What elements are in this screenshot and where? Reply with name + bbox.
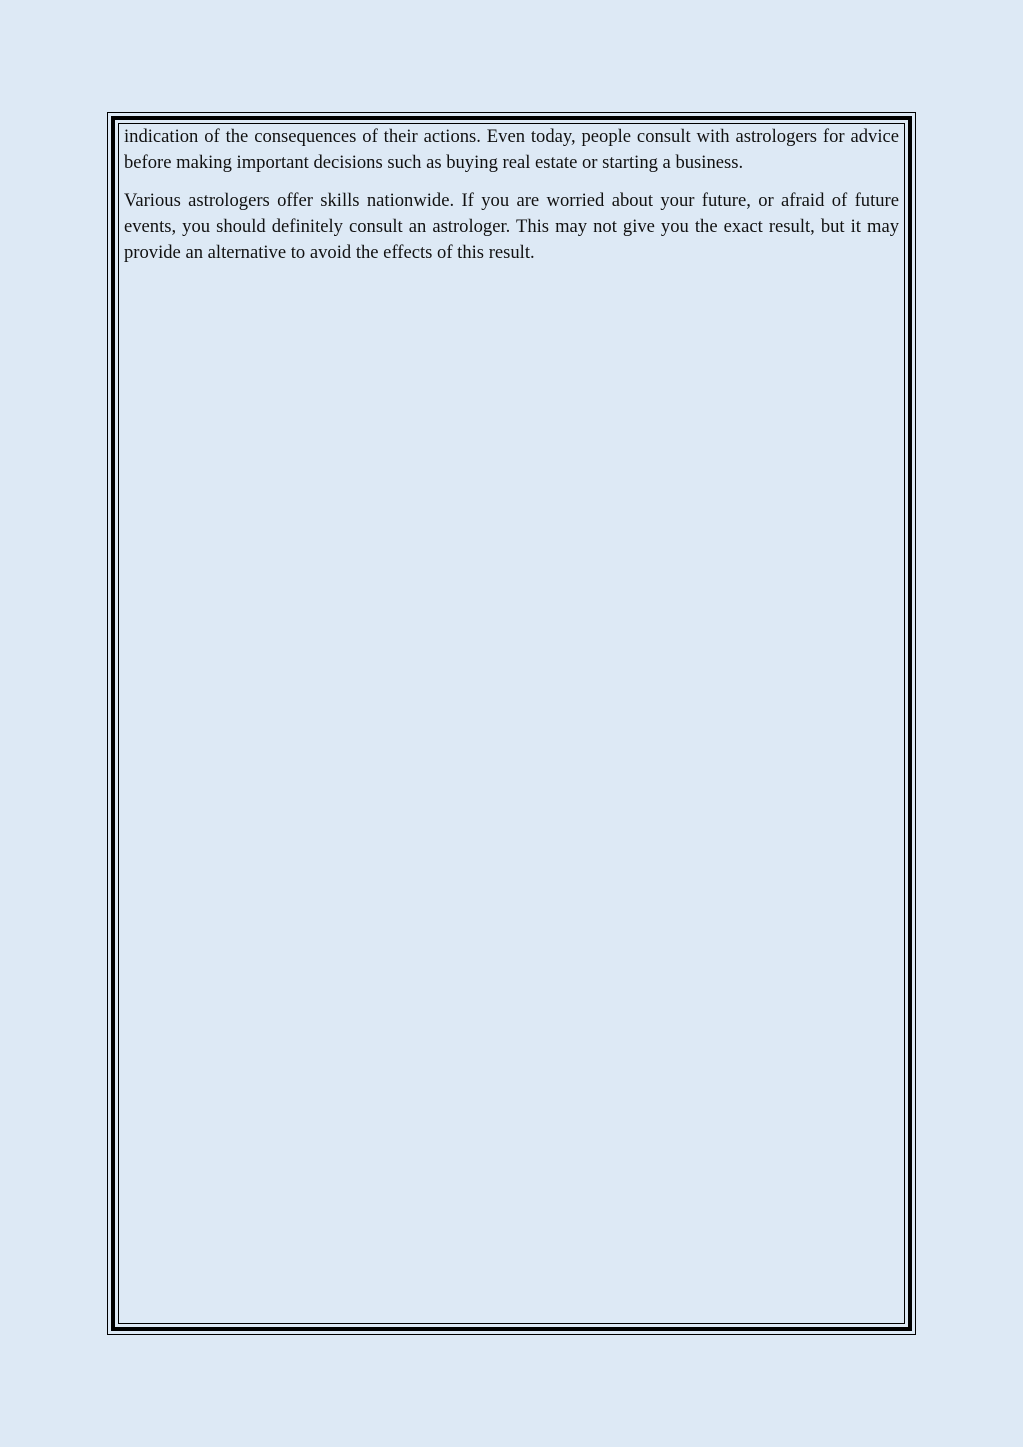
- paragraph-2: Various astrologers offer skills nationwide. If you are worried about your future, or afraid of future events, you should definitely consult an astrologer. This may not give you the exact result, but it may provide an alternative to avoid the effects of this result.: [124, 190, 899, 263]
- page-border-thick: [111, 116, 912, 1331]
- page-border-outer: [107, 112, 916, 1335]
- page-border-inner: [118, 123, 905, 1324]
- document-body: [124, 124, 899, 278]
- paragraph-1: indication of the consequences of their actions. Even today, people consult with astrologers for advice before making important decisions such as buying real estate or starting a business.: [124, 126, 899, 173]
